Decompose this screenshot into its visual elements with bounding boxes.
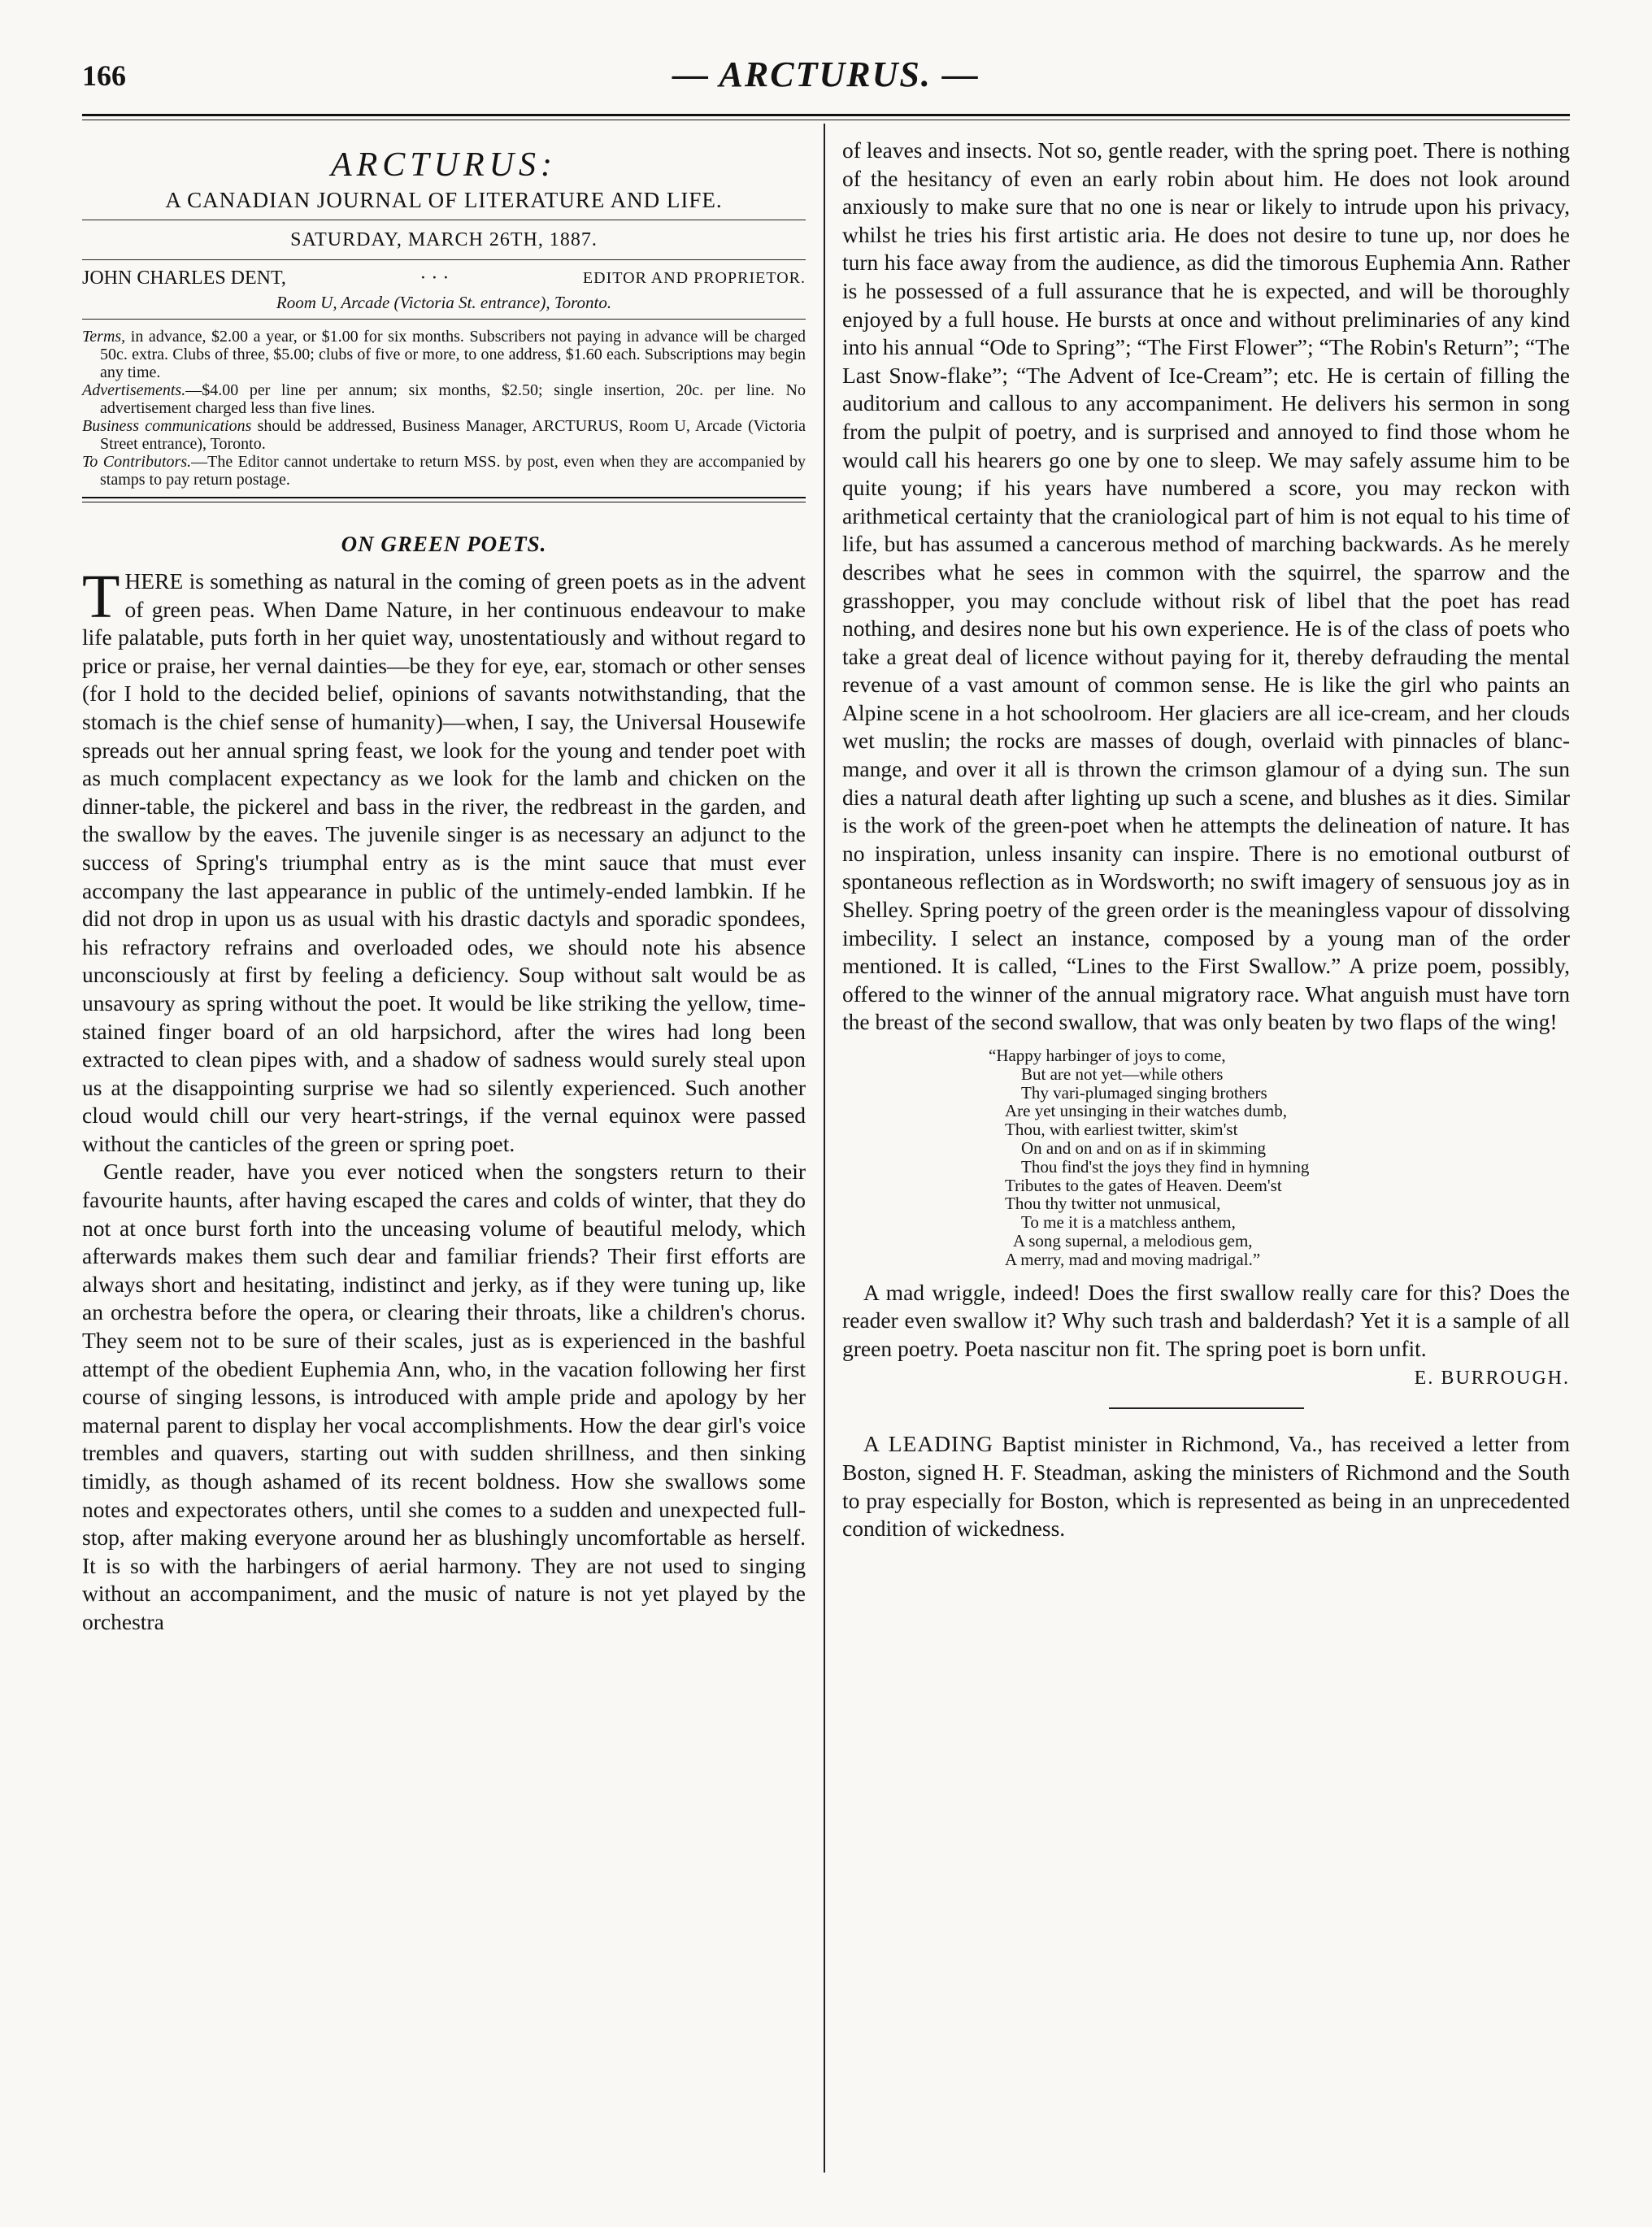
poem-line: To me it is a matchless anthem, [1021, 1212, 1236, 1233]
article-paragraph: A mad wriggle, indeed! Does the first swallow really care for this? Does the reader even swallow it? Why such trash and balderdash? Yet it is a sample of all green poetry. Poeta nascitur non fit. The spring poet is born unfit. [842, 1279, 1570, 1361]
poem-line: Thou thy twitter not unmusical, [1005, 1194, 1221, 1214]
date-rule [82, 259, 806, 260]
poem-line: Thou find'st the joys they find in hymning [1021, 1156, 1310, 1177]
editor-line [82, 265, 806, 291]
quoted-poem [842, 1046, 1570, 1269]
news-item [842, 1430, 1570, 1542]
editor-address: Room U, Arcade (Victoria St. entrance), Toronto. [276, 293, 612, 312]
article-paragraph: THERE is something as natural in the coming of green poets as in the advent of green peas. When Dame Nature, in her continuous endeavour to make life palatable, puts forth in her quiet way, unostentatiously and without regard to price or praise, her vernal dainties—be they for eye, ear, stomach or other senses (for I hold to the decided belief, opinions of savants notwithstanding, that the stomach is the chief sense of humanity)—when, I say, the Universal Housewife spreads out her annual spring feast, we look for the young and tender poet with as much complacent expectancy as we look for the lamb and chicken on the dinner-table, the pickerel and bass in the river, the redbreast in the garden, and the swallow by the eaves. The juvenile singer is as necessary an adjunct to the success of Spring's triumphal entry as is the mint sauce that must ever accompany the last appearance in public of the untimely-ended lambkin. If he did not drop in upon us as usual with his drastic dactyls and sporadic spondees, his refractory refrains and overloaded odes, we should note his absence unconsciously at first by feeling a deficiency. Soup without salt would be as unsavoury as spring without the poet. It would be like striking the yellow, time-stained finger board of an old harpsichord, after the wires had long been extracted to clean pipes with, and a shadow of sadness would surely steal upon us at the disappointing surprise we had so silently experienced. Such another cloud would chill our very heart-strings, if the vernal equinox were passed without the canticles of the green or spring poet. [82, 563, 806, 1156]
masthead-title: ARCTURUS: [331, 146, 557, 184]
editor-dots: · · · [420, 268, 450, 289]
masthead-bottom-rule [82, 497, 806, 502]
poem-line: “Happy harbinger of joys to come, [989, 1046, 1226, 1065]
section-rule [1109, 1407, 1304, 1409]
poem-line: But are not yet—while others [1021, 1063, 1224, 1084]
poem-line: A merry, mad and moving madrigal.” [1005, 1249, 1261, 1269]
page-number: 166 [82, 59, 126, 92]
article-paragraph: Gentle reader, have you ever noticed when the songsters return to their favourite haunts, after having escaped the cares and colds of winter, that they do not at once burst forth into the unceasing volume of beautiful melody, which afterwards makes them such dear and familiar friends? Their first efforts are always short and hesitating, indistinct and jerky, as if they were tuning up, like an orchestra before the opera, or clearing their throats, like a children's chorus. They seem not to be sure of their scales, just as is experienced in the bashful attempt of the obedient Euphemia Ann, who, in the vacation following her first course of singing lessons, is introduced with ample pride and apology by her maternal parent to display her vocal accomplishments. How the dear girl's voice trembles and quavers, starting out with sudden shrillness, and then sinking timidly, as though ashamed of its recent boldness. How she swallows some notes and expectorates others, until she comes to a sudden and unexpected full-stop, after making everyone around her as blushingly uncomfortable as herself. It is so with the harbingers of aerial harmony. They are not used to singing without an accompaniment, and the music of nature is not yet played by the orchestra [82, 1159, 806, 1634]
terms-item: To Contributors.—The Editor cannot undertake to return MSS. by post, even when they are accompanied by stamps to pay return postage. [82, 453, 806, 489]
terms-item: Advertisements.—$4.00 per line per annum; six months, $2.50; single insertion, 20c. per line. No advertisement charged less than five lines. [82, 381, 806, 417]
subscription-terms [82, 328, 806, 489]
article-title: ON GREEN POETS. [341, 532, 547, 556]
left-column [82, 137, 806, 1637]
article-conclusion [842, 1279, 1570, 1364]
issue-date: SATURDAY, MARCH 26TH, 1887. [290, 229, 598, 250]
article-body-right [842, 137, 1570, 1037]
drop-cap: T [82, 563, 120, 631]
terms-item: Business communications should be addressed, Business Manager, ARCTURUS, Room U, Arcade (Victoria Street entrance), Toronto. [82, 417, 806, 453]
poem-line: Thy vari-plumaged singing brothers [1021, 1082, 1267, 1103]
poem-line: Tributes to the gates of Heaven. Deem'st [1005, 1175, 1282, 1195]
header-rule [82, 114, 1570, 120]
poem-line: On and on and on as if in skimming [1021, 1137, 1266, 1158]
article-paragraph: of leaves and insects. Not so, gentle reader, with the spring poet. There is nothing of the hesitancy of even an early robin about him. He does not look around anxiously to make sure that no one is near or likely to intrude upon his privacy, whilst he tries his first artistic aria. He does not desire to tune up, nor does he turn his face away from the audience, as did the timorous Euphemia Ann. Rather is he possessed of a full assurance that he is expected, and will be thoroughly enjoyed by a full house. He bursts at once and without preliminaries of any kind into his annual “Ode to Spring”; “The First Flower”; “The Robin's Return”; “The Last Snow-flake”; “The Advent of Ice-Cream”; etc. He is certain of filling the auditorium and callous to any accompaniment. He delivers his sermon in song from the pulpit of poetry, and is surprised and annoyed to find those whom he would call his hearers go one by one to sleep. We may safely assume him to be quite young; if his years have numbered a score, you may reckon with arithmetical certainty that the craniological part of him is not equal to his time of life, but has assumed a cancerous method of marching backwards. As he merely describes what he sees in common with the squirrel, the sparrow and the grasshopper, you may conclude without risk of libel that the poet has read nothing, and desires none but his own experience. He is of the class of poets who take a great deal of licence without paying for it, thereby defrauding the mental revenue of a vast amount of common sense. He is like the girl who paints an Alpine scene in a hot schoolroom. Her glaciers are all ice-cream, and her clouds wet muslin; the rocks are masses of dough, overlaid with pinnacles of blanc-mange, and over it all is thrown the crimson glamour of a dying sun. The sun dies a natural death after lighting up such a scene, and blushes as it dies. Similar is the work of the green-poet when he attempts the delineation of nature. It has no inspiration, unless insanity can inspire. There is no emotional outburst of spontaneous reflection as in Wordsworth; no swift imagery of sensuous joy as in Shelley. Spring poetry of the green order is the meaningless vapour of dissolving imbecility. I select an instance, composed by a young man of the order mentioned. It is called, “Lines to the First Swallow.” A prize poem, possibly, offered to the winner of the annual migratory race. What anguish must have torn the breast of the second swallow, that was only beaten by two flaps of the wing! [842, 137, 1570, 1035]
poem-line: A song supernal, a melodious gem, [1013, 1230, 1253, 1251]
masthead-subtitle: A CANADIAN JOURNAL OF LITERATURE AND LIFE. [165, 188, 723, 212]
terms-item: Terms, in advance, $2.00 a year, or $1.00 for six months. Subscribers not paying in advance will be charged 50c. extra. Clubs of three, $5.00; clubs of five or more, to one address, $1.60 each. Subscriptions may begin any time. [82, 328, 806, 381]
article-body-left [82, 563, 806, 1637]
address-rule [82, 319, 806, 320]
running-title: — ARCTURUS. — [672, 54, 980, 94]
editor-name: JOHN CHARLES DENT, [82, 268, 286, 289]
column-divider [824, 124, 825, 2173]
editor-role: EDITOR AND PROPRIETOR. [582, 269, 806, 287]
poem-line: Thou, with earliest twitter, skim'st [1005, 1120, 1238, 1140]
right-column [842, 137, 1570, 1543]
news-paragraph: A LEADING Baptist minister in Richmond, Va., has received a letter from Boston, signed H. F. Steadman, asking the ministers of Richmond and the South to pray especially for Boston, which is represented as being in an unprecedented condition of wickedness. [842, 1431, 1570, 1542]
masthead [82, 145, 806, 502]
author-signature: E. BURROUGH. [1414, 1368, 1570, 1390]
poem-line: Are yet unsinging in their watches dumb, [1005, 1101, 1288, 1121]
running-head [82, 54, 1570, 107]
